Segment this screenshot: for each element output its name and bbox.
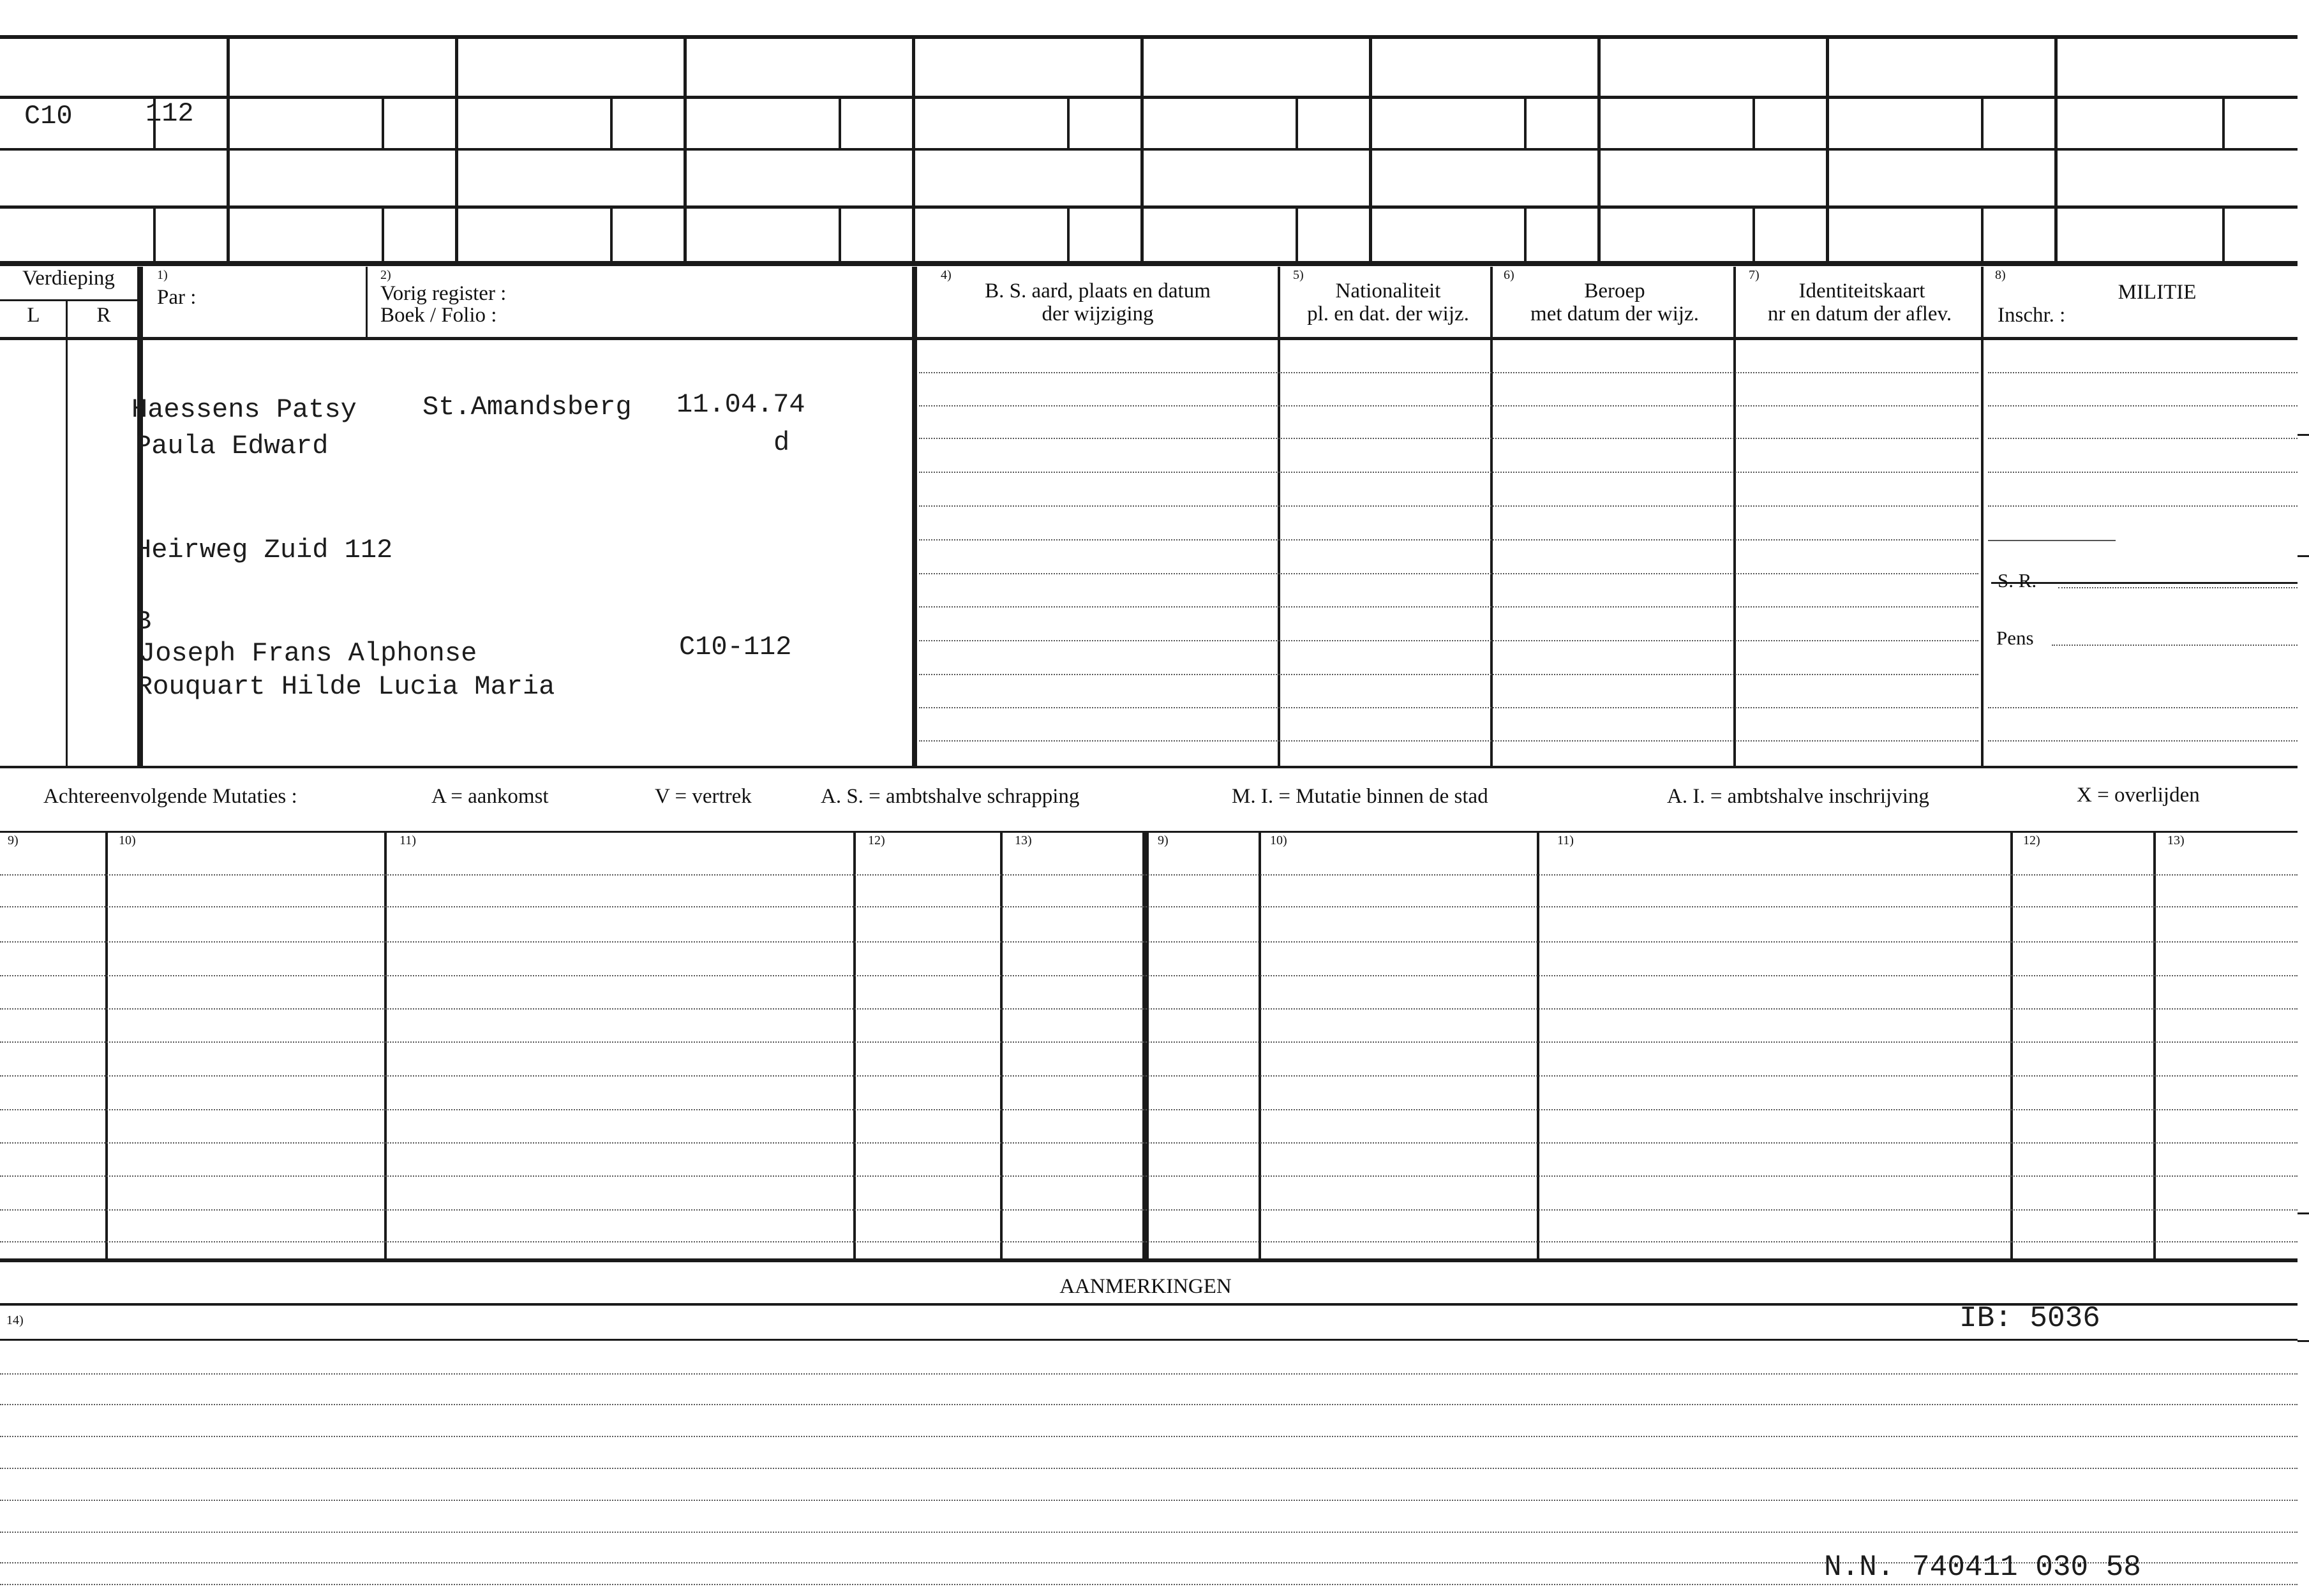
beroep-header-line1: Beroep xyxy=(1584,280,1645,302)
legend-as: A. S. = ambtshalve schrapping xyxy=(821,785,1080,808)
legend-ai: A. I. = ambtshalve inschrijving xyxy=(1667,785,1929,808)
col1-number: 1) xyxy=(157,268,168,282)
top-code-2: 112 xyxy=(146,98,194,129)
verdieping-label: Verdieping xyxy=(22,267,115,290)
identiteitskaart-header-line1: Identiteitskaart xyxy=(1798,280,1925,302)
mut-col-13b: 13) xyxy=(2167,833,2185,847)
par-label: Par : xyxy=(157,286,197,309)
pens-label: Pens xyxy=(1996,627,2034,649)
bs-header-line2: der wijziging xyxy=(1042,302,1154,325)
remarks-nn: N.N. 740411 030 58 xyxy=(1824,1551,2141,1584)
col4-number: 4) xyxy=(941,268,952,282)
verdieping-right-label: R xyxy=(96,304,111,327)
col8-number: 8) xyxy=(1995,268,2006,282)
top-code-1: C10 xyxy=(24,101,73,131)
remarks-title: AANMERKINGEN xyxy=(1059,1275,1232,1298)
person-birthplace: St.Amandsberg xyxy=(422,392,632,422)
mut-col-12b: 12) xyxy=(2023,833,2040,847)
person-address: Heirweg Zuid 112 xyxy=(135,535,393,565)
person-name: Haessens Patsy xyxy=(131,394,357,425)
person-ref: C10-112 xyxy=(679,632,792,662)
legend-x: X = overlijden xyxy=(2077,784,2200,807)
person-marker: B xyxy=(135,606,152,637)
mut-col-10a: 10) xyxy=(119,833,136,847)
legend-a: A = aankomst xyxy=(431,785,549,808)
sr-label: S. R. xyxy=(1998,569,2037,592)
legend-mi: M. I. = Mutatie binnen de stad xyxy=(1232,785,1488,808)
mut-col-9a: 9) xyxy=(8,833,19,847)
person-sex: d xyxy=(773,428,790,458)
nationaliteit-header-line2: pl. en dat. der wijz. xyxy=(1307,302,1469,325)
legend-v: V = vertrek xyxy=(655,785,752,808)
legend-title: Achtereenvolgende Mutaties : xyxy=(43,785,297,808)
mut-col-11b: 11) xyxy=(1557,833,1574,847)
col5-number: 5) xyxy=(1293,268,1304,282)
mut-col-9b: 9) xyxy=(1158,833,1169,847)
remarks-ib: IB: 5036 xyxy=(1959,1302,2100,1335)
person-given-names: Paula Edward xyxy=(135,431,329,461)
mut-col-13a: 13) xyxy=(1015,833,1032,847)
beroep-header-line2: met datum der wijz. xyxy=(1530,302,1699,325)
boek-folio-label: Boek / Folio : xyxy=(380,304,497,327)
vorig-register-label: Vorig register : xyxy=(380,282,507,305)
nationaliteit-header-line1: Nationaliteit xyxy=(1335,280,1441,302)
mut-col-10b: 10) xyxy=(1270,833,1287,847)
col7-number: 7) xyxy=(1749,268,1760,282)
identiteitskaart-header-line2: nr en datum der aflev. xyxy=(1767,302,1952,325)
person-mother: Rouquart Hilde Lucia Maria xyxy=(137,671,555,702)
verdieping-left-label: L xyxy=(27,304,40,327)
col6-number: 6) xyxy=(1504,268,1514,282)
person-father: Joseph Frans Alphonse xyxy=(139,638,477,669)
remarks-number: 14) xyxy=(6,1313,24,1327)
mut-col-11a: 11) xyxy=(400,833,416,847)
militie-header: MILITIE xyxy=(2118,281,2197,304)
person-birthdate: 11.04.74 xyxy=(676,389,805,420)
inschr-label: Inschr. : xyxy=(1998,304,2066,327)
mut-col-12a: 12) xyxy=(868,833,885,847)
col2-number: 2) xyxy=(380,268,391,282)
bs-header-line1: B. S. aard, plaats en datum xyxy=(985,280,1211,302)
